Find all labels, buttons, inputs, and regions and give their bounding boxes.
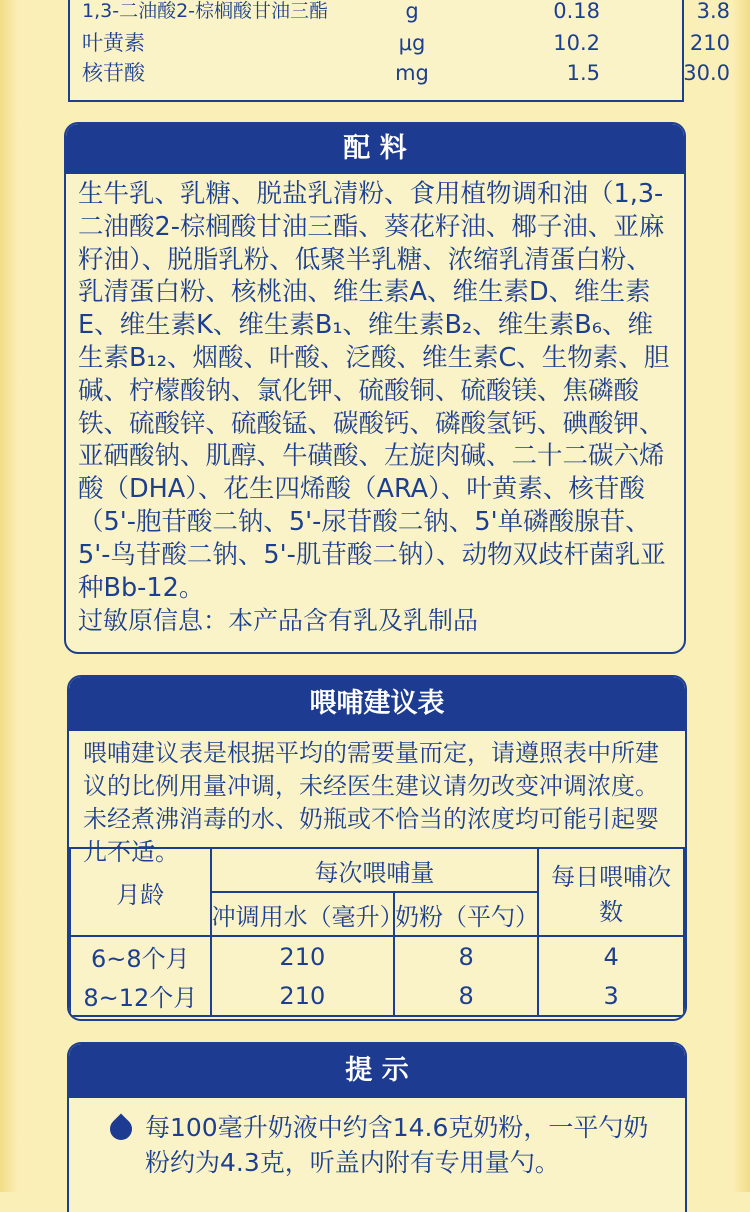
age-cell: 6~8个月 bbox=[70, 936, 211, 976]
nutrient-name: 核苷酸 bbox=[82, 61, 145, 85]
header-powder: 奶粉（平勺） bbox=[394, 892, 538, 936]
powder-cell: 8 bbox=[394, 976, 538, 1016]
ingredients-title: 配 料 bbox=[66, 124, 684, 174]
ingredients-text: 生牛乳、乳糖、脱盐乳清粉、食用植物调和油（1,3-二油酸2-棕榈酸甘油三酯、葵花籽油、椰子油、亚麻籽油）、脱脂乳粉、低聚半乳糖、浓缩乳清蛋白粉、乳清蛋白粉、核桃油、维生素A、维生素D、维生素E、维生素K、维生素B₁、维生素B₂、维生素B₆、维生素B₁₂、烟酸、叶酸、泛酸、维生素C、生物素、胆碱、柠檬酸钠、氯化钾、硫酸铜、硫酸镁、焦磷酸铁、硫酸锌、硫酸锰、碳酸钙、磷酸氢钙、碘酸钾、亚硒酸钠、肌醇、牛磺酸、左旋肉碱、二十二碳六烯酸（DHA）、花生四烯酸（ARA）、叶黄素、核苷酸（5'-胞苷酸二钠、5'-尿苷酸二钠、5'单磷酸腺苷、5'-鸟苷酸二钠、5'-肌苷酸二钠）、动物双歧杆菌乳亚种Bb-12。 bbox=[78, 179, 670, 603]
water-cell: 210 bbox=[211, 976, 394, 1016]
nutrition-row bbox=[70, 58, 730, 88]
nutrient-name: 1,3-二油酸2-棕榈酸甘油三酯 bbox=[82, 0, 329, 22]
header-times: 每日喂哺次数 bbox=[538, 848, 684, 936]
table-row bbox=[70, 976, 684, 1016]
feeding-guide-panel bbox=[67, 675, 687, 1021]
nutrition-row bbox=[70, 28, 730, 58]
nutrient-value-per-100g: 10.2 bbox=[553, 31, 600, 55]
nutrition-row bbox=[70, 0, 730, 26]
table-row bbox=[70, 936, 684, 976]
nutrient-unit: g bbox=[405, 0, 419, 23]
nutrient-name: 叶黄素 bbox=[82, 31, 145, 55]
nutrient-value-per-100kj: 30.0 bbox=[683, 61, 730, 85]
right-edge-shade bbox=[732, 0, 750, 1192]
age-cell: 8~12个月 bbox=[70, 976, 211, 1016]
times-cell: 4 bbox=[538, 936, 684, 976]
header-water: 冲调用水（毫升） bbox=[211, 892, 394, 936]
feeding-guide-title: 喂哺建议表 bbox=[69, 677, 685, 731]
left-edge-shade bbox=[0, 0, 18, 1192]
nutrient-value-per-100g: 0.18 bbox=[553, 0, 600, 23]
feeding-table bbox=[69, 847, 685, 1017]
header-age: 月龄 bbox=[70, 848, 211, 936]
nutrient-value-per-100kj: 3.8 bbox=[696, 0, 730, 23]
tips-panel bbox=[67, 1042, 687, 1212]
ingredients-panel bbox=[64, 122, 686, 654]
nutrient-unit: μg bbox=[398, 31, 426, 55]
water-cell: 210 bbox=[211, 936, 394, 976]
feeding-guide-text: 喂哺建议表是根据平均的需要量而定，请遵照表中所建议的比例用量冲调，未经医生建议请勿改变冲调浓度。未经煮沸消毒的水、奶瓶或不恰当的浓度均可能引起婴儿不适。 bbox=[83, 739, 659, 866]
header-per-feed: 每次喂哺量 bbox=[211, 848, 539, 892]
allergen-info: 过敏原信息：本产品含有乳及乳制品 bbox=[78, 606, 479, 636]
nutrition-table bbox=[68, 0, 730, 102]
tips-title: 提 示 bbox=[69, 1044, 685, 1098]
nutrient-unit: mg bbox=[395, 61, 429, 85]
nutrient-value-per-100kj: 210 bbox=[689, 31, 730, 55]
tips-text: 每100毫升奶液中约含14.6克奶粉，一平勺奶粉约为4.3克，听盖内附有专用量勺。 bbox=[145, 1113, 649, 1177]
nutrient-value-per-100g: 1.5 bbox=[566, 61, 600, 85]
powder-cell: 8 bbox=[394, 936, 538, 976]
times-cell: 3 bbox=[538, 976, 684, 1016]
